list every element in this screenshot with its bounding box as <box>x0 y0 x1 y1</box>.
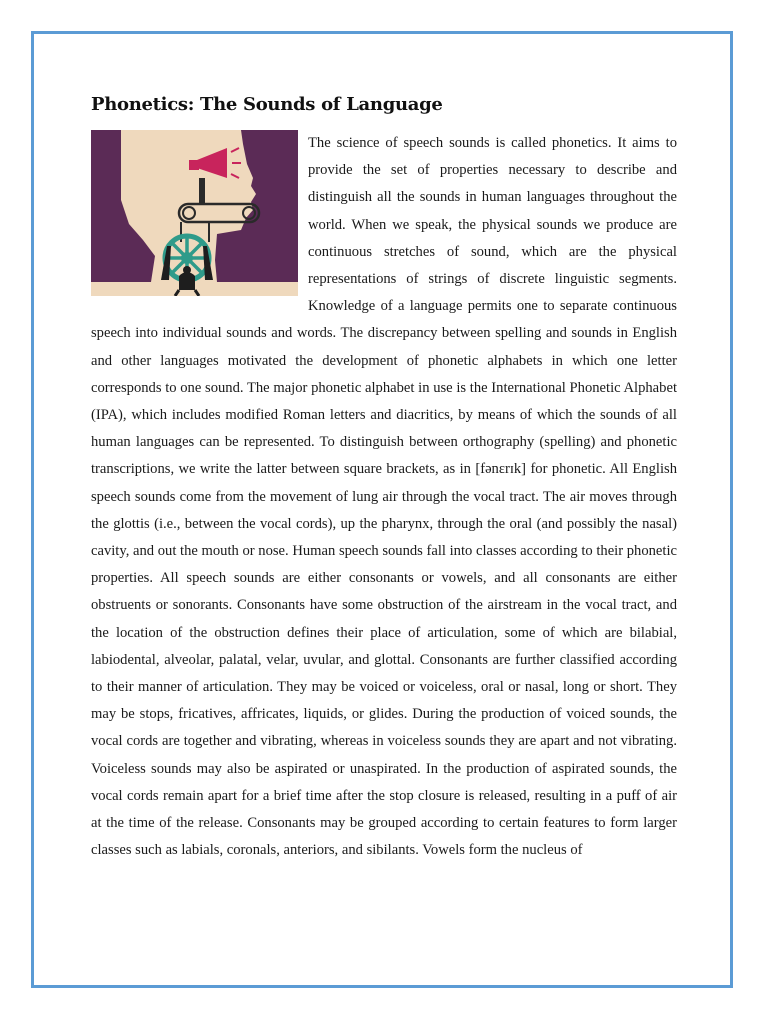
document-title: Phonetics: The Sounds of Language <box>91 94 443 115</box>
body-wrapper <box>91 130 677 864</box>
speaking-head-megaphone-illustration <box>91 130 298 296</box>
document-content <box>91 92 677 864</box>
body-paragraph: The science of speech sounds is called phonetics. It aims to provide the set of properties necessary to describe and distinguish all the sounds in human languages throughout the world. When we speak, the physical sounds we produce are continuous stretches of sound, which are the physical representations of strings of discrete linguistic segments. Knowledge of a language permits one to separate continuous speech into individual sounds and words. The discrepancy between spelling and sounds in English and other languages motivated the development of phonetic alphabets in which one letter corresponds to one sound. The major phonetic alphabet in use is the International Phonetic Alphabet (IPA), which includes modified Roman letters and diacritics, by means of which the sounds of all human languages can be represented. To distinguish between orthography (spelling) and phonetic transcriptions, we write the latter between square brackets, as in [fənɛrɪk] for phonetic. All English speech sounds come from the movement of lung air through the vocal tract. The air moves through the glottis (i.e., between the vocal cords), up the pharynx, through the oral (and possibly the nasal) cavity, and out the mouth or nose. Human speech sounds fall into classes according to their phonetic properties. All speech sounds are either consonants or vowels, and all consonants are either obstruents or sonorants. Consonants have some obstruction of the airstream in the vocal tract, and the location of the obstruction defines their place of articulation, some of which are bilabial, labiodental, alveolar, palatal, velar, uvular, and glottal. Consonants are further classified according to their manner of articulation. They may be voiced or voiceless, oral or nasal, long or short. They may be stops, fricatives, affricates, liquids, or glides. During the production of voiced sounds, the vocal cords are together and vibrating, whereas in voiceless sounds they are apart and not vibrating. Voiceless sounds may also be aspirated or unaspirated. In the production of aspirated sounds, the vocal cords remain apart for a brief time after the stop closure is released, resulting in a puff of air at the time of the release. Consonants may be grouped according to certain features to form larger classes such as labials, coronals, anteriors, and sibilants. Vowels form the nucleus of <box>91 135 677 859</box>
